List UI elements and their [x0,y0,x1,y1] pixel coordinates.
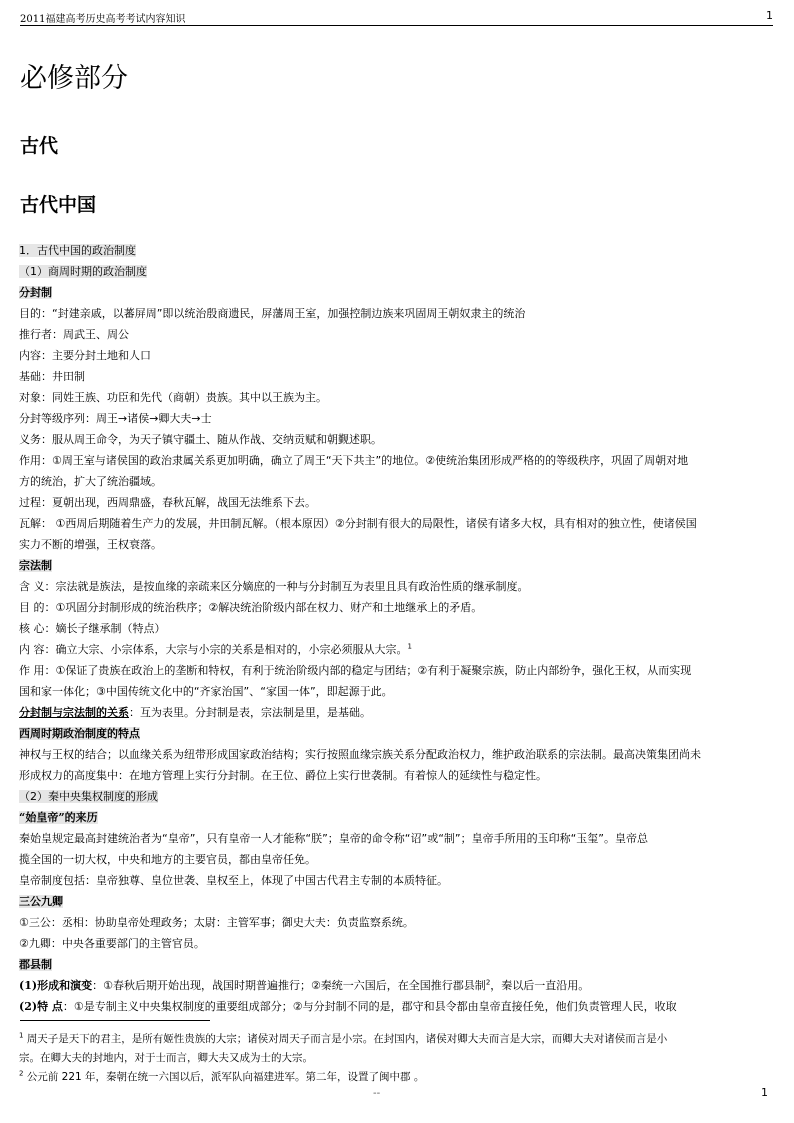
text-line [19,912,774,933]
line-text: （1）商周时期的政治制度 [19,265,147,278]
line-text-continued: ：互为表里。分封制是表，宗法制是里，是基础。 [129,706,371,719]
text-line [19,828,774,849]
line-text: 对象：同姓王族、功臣和先代（商朝）贵族。其中以王族为主。 [19,391,327,404]
line-text-continued: ：①是专制主义中央集权制度的重要组成部分；②与分封制不同的是，郡守和县令都由皇帝直接任免，他们负责管理人民，收取 [62,1000,677,1013]
section-heading: 郡县制 [19,958,52,971]
footer-dash: -- [373,1088,381,1099]
line-text: （2）秦中央集权制度的形成 [19,790,158,803]
text-line [19,303,774,324]
footer-page-number: 1 [761,1086,768,1099]
text-line [19,492,774,513]
document-body [19,240,774,1017]
header-title: 2011福建高考历史高考考试内容知识 [20,14,186,25]
text-line [19,450,774,471]
text-line [19,765,774,786]
text-line [19,555,774,576]
text-line [19,660,774,681]
text-line [19,324,774,345]
line-text: 国和家一体化；③中国传统文化中的“齐家治国”、“家国一体”，即起源于此。 [19,685,393,698]
text-line [19,996,774,1017]
heading-compulsory-part: 必修部分 [20,63,128,94]
line-text: 1．古代中国的政治制度 [19,244,136,257]
line-text: 分封等级序列：周王→诸侯→卿大夫→士 [19,412,212,425]
line-text: 基础：井田制 [19,370,85,383]
line-text: 形成权力的高度集中：在地方管理上实行分封制。在王位、爵位上实行世袭制。有着惊人的延续性与稳定性。 [19,769,547,782]
text-line [19,933,774,954]
footnote-reference: 2 [485,978,491,987]
text-line [19,345,774,366]
footnote-line [19,1068,774,1087]
text-line [19,282,774,303]
line-text: 实力不断的增强，王权衰落。 [19,538,162,551]
line-text: 作 用：①保证了贵族在政治上的垄断和特权，有利于统治阶级内部的稳定与团结；②有利于凝聚宗族，防止内部纷争，强化王权，从而实现 [19,664,692,677]
text-line [19,744,774,765]
section-heading: (2)特 点 [19,1000,63,1013]
section-heading: 三公九卿 [19,895,63,908]
heading-ancient: 古代 [20,135,59,157]
line-text-continued: ，秦以后一直沿用。 [490,979,590,992]
text-line [19,891,774,912]
line-text: 作用：①周王室与诸侯国的政治隶属关系更加明确，确立了周王“天下共主”的地位。②使统治集团形成严格的的等级秩序，巩固了周朝对地 [19,454,689,467]
text-line [19,723,774,744]
line-text: 推行者：周武王、周公 [19,328,129,341]
text-line [19,534,774,555]
line-text-continued: ：①春秋后期开始出现，战国时期普遍推行；②秦统一六国后，在全国推行郡县制 [92,979,486,992]
line-text: ②九卿：中央各重要部门的主管官员。 [19,937,205,950]
text-line [19,639,774,660]
section-heading: 宗法制 [19,559,52,572]
text-line [19,807,774,828]
line-text: 皇帝制度包括：皇帝独尊、皇位世袭、皇权至上，体现了中国古代君主专制的本质特征。 [19,874,448,887]
line-text: 秦始皇规定最高封建统治者为“皇帝”，只有皇帝一人才能称“朕”；皇帝的命令称“诏”或“制”；皇帝手所用的玉印称“玉玺”。皇帝总 [19,832,648,845]
line-text: 目的：“封建亲戚，以蕃屏周”即以统治殷商遗民，屏藩周王室，加强控制边族来巩固周王朝奴隶主的统治 [19,307,526,320]
text-line [19,786,774,807]
text-line [19,954,774,975]
text-line [19,618,774,639]
section-heading: 分封制 [19,286,52,299]
text-line [19,240,774,261]
text-line [19,849,774,870]
header-page-number: 1 [766,9,773,22]
text-line [19,975,774,996]
footnote-line [19,1049,774,1068]
footnote-mark: 1 [19,1031,24,1040]
line-text: 含 义：宗法就是族法，是按血缘的亲疏来区分嫡庶的一种与分封制互为表里且具有政治性质的继承制度。 [19,580,529,593]
line-text: 瓦解： ①西周后期随着生产力的发展，井田制瓦解。（根本原因）②分封制有很大的局限性，诸侯有诸多大权，具有相对的独立性，使诸侯国 [19,517,697,530]
section-heading: 西周时期政治制度的特点 [19,727,140,740]
text-line [19,471,774,492]
section-heading: 分封制与宗法制的关系 [19,706,129,719]
text-line [19,702,774,723]
line-text: ①三公：丞相：协助皇帝处理政务；太尉：主管军事；御史大夫：负责监察系统。 [19,916,414,929]
heading-ancient-china: 古代中国 [20,194,97,216]
footnote-mark: 2 [19,1069,24,1078]
text-line [19,513,774,534]
page-header [20,9,773,26]
line-text-continued: ，小宗必须服从大宗。 [297,643,408,656]
text-line [19,429,774,450]
footnote-text: 周天子是天下的君主，是所有姬性贵族的大宗；诸侯对周天子而言是小宗。在封国内，诸侯对卿大夫而言是大宗，而卿大夫对诸侯而言是小 [26,1033,668,1045]
line-text: 目 的：①巩固分封制形成的统治秩序；②解决统治阶级内部在权力、财产和土地继承上的矛盾。 [19,601,483,614]
footnote-text: 宗。在卿大夫的封地内，对于士而言，卿大夫又成为士的大宗。 [19,1052,313,1064]
text-line [19,387,774,408]
text-line [19,597,774,618]
text-line [19,870,774,891]
line-text: 义务：服从周王命令，为天子镇守疆土、随从作战、交纳贡赋和朝觐述职。 [19,433,382,446]
text-line [19,681,774,702]
footnote-text: 公元前 221 年，秦朝在统一六国以后，派军队向福建进军。第二年，设置了闽中郡 。 [26,1071,425,1083]
line-text: 神权与王权的结合；以血缘关系为纽带形成国家政治结构；实行按照血缘宗族关系分配政治权力，维护政治联系的宗法制。最高决策集团尚未 [19,748,701,761]
line-text: 方的统治，扩大了统治疆域。 [19,475,162,488]
line-text: 核 心：嫡长子继承制（特点） [19,622,166,635]
text-line [19,408,774,429]
text-line [19,366,774,387]
text-line [19,261,774,282]
text-line [19,576,774,597]
line-text: 内容：主要分封土地和人口 [19,349,151,362]
footnotes [19,1030,774,1087]
line-text: 内 容：确立大宗、小宗体系，大宗与小宗的关系是相对的 [19,643,298,656]
section-heading: “始皇帝”的来历 [19,811,98,824]
section-heading: (1)形成和演变 [19,979,93,992]
footnote-separator [20,1020,210,1021]
footnote-line [19,1030,774,1049]
line-text: 揽全国的一切大权，中央和地方的主要官员，都由皇帝任免。 [19,853,316,866]
footnote-reference: 1 [407,642,412,651]
line-text: 过程：夏朝出现，西周鼎盛，春秋瓦解，战国无法维系下去。 [19,496,316,509]
